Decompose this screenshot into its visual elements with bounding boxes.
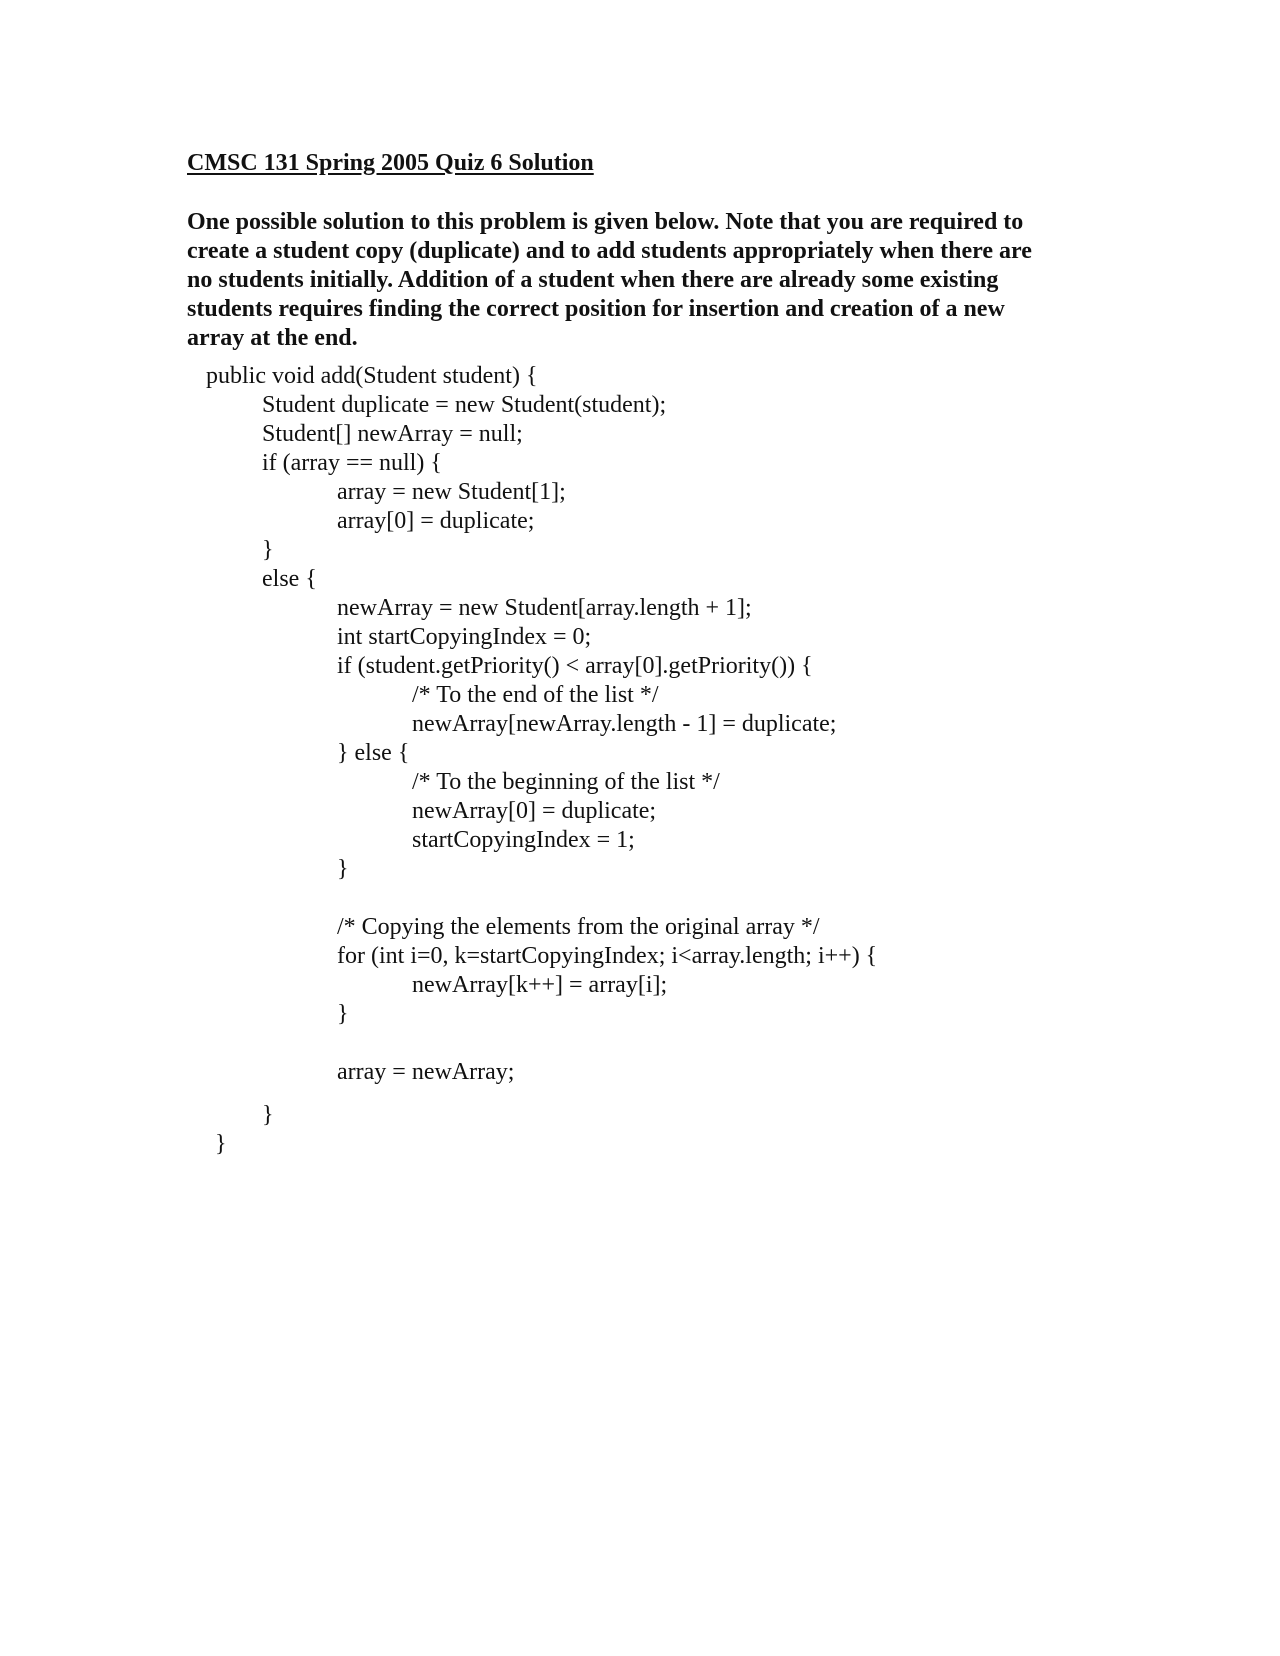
intro-line: create a student copy (duplicate) and to add students appropriately when there are [187, 238, 1032, 264]
code-line: /* To the end of the list */ [412, 682, 659, 708]
intro-line: One possible solution to this problem is given below. Note that you are required to [187, 209, 1024, 235]
code-line: newArray[0] = duplicate; [412, 798, 657, 824]
code-line: /* Copying the elements from the original array */ [337, 914, 820, 940]
code-line: Student duplicate = new Student(student); [262, 392, 667, 418]
page-title: CMSC 131 Spring 2005 Quiz 6 Solution [187, 150, 594, 176]
code-line: array = new Student[1]; [337, 479, 566, 505]
code-line: } else { [337, 740, 410, 766]
code-line: if (array == null) { [262, 450, 442, 476]
code-line: } [215, 1131, 227, 1157]
code-line: } [262, 1102, 274, 1128]
code-line: } [337, 1001, 349, 1027]
code-line: array = newArray; [337, 1059, 515, 1085]
code-line: } [337, 856, 349, 882]
code-line: startCopyingIndex = 1; [412, 827, 635, 853]
code-line: public void add(Student student) { [206, 363, 538, 389]
code-line: } [262, 537, 274, 563]
code-line: newArray[k++] = array[i]; [412, 972, 668, 998]
code-line: newArray = new Student[array.length + 1]; [337, 595, 752, 621]
code-line: Student[] newArray = null; [262, 421, 523, 447]
code-line: int startCopyingIndex = 0; [337, 624, 592, 650]
code-line: else { [262, 566, 317, 592]
code-line: for (int i=0, k=startCopyingIndex; i<array.length; i++) { [337, 943, 878, 969]
intro-line: no students initially. Addition of a student when there are already some existing [187, 267, 999, 293]
code-line: newArray[newArray.length - 1] = duplicate; [412, 711, 837, 737]
code-line: array[0] = duplicate; [337, 508, 535, 534]
intro-line: students requires finding the correct position for insertion and creation of a new [187, 296, 1005, 322]
code-line: /* To the beginning of the list */ [412, 769, 720, 795]
code-line: if (student.getPriority() < array[0].getPriority()) { [337, 653, 813, 679]
intro-line: array at the end. [187, 325, 358, 351]
